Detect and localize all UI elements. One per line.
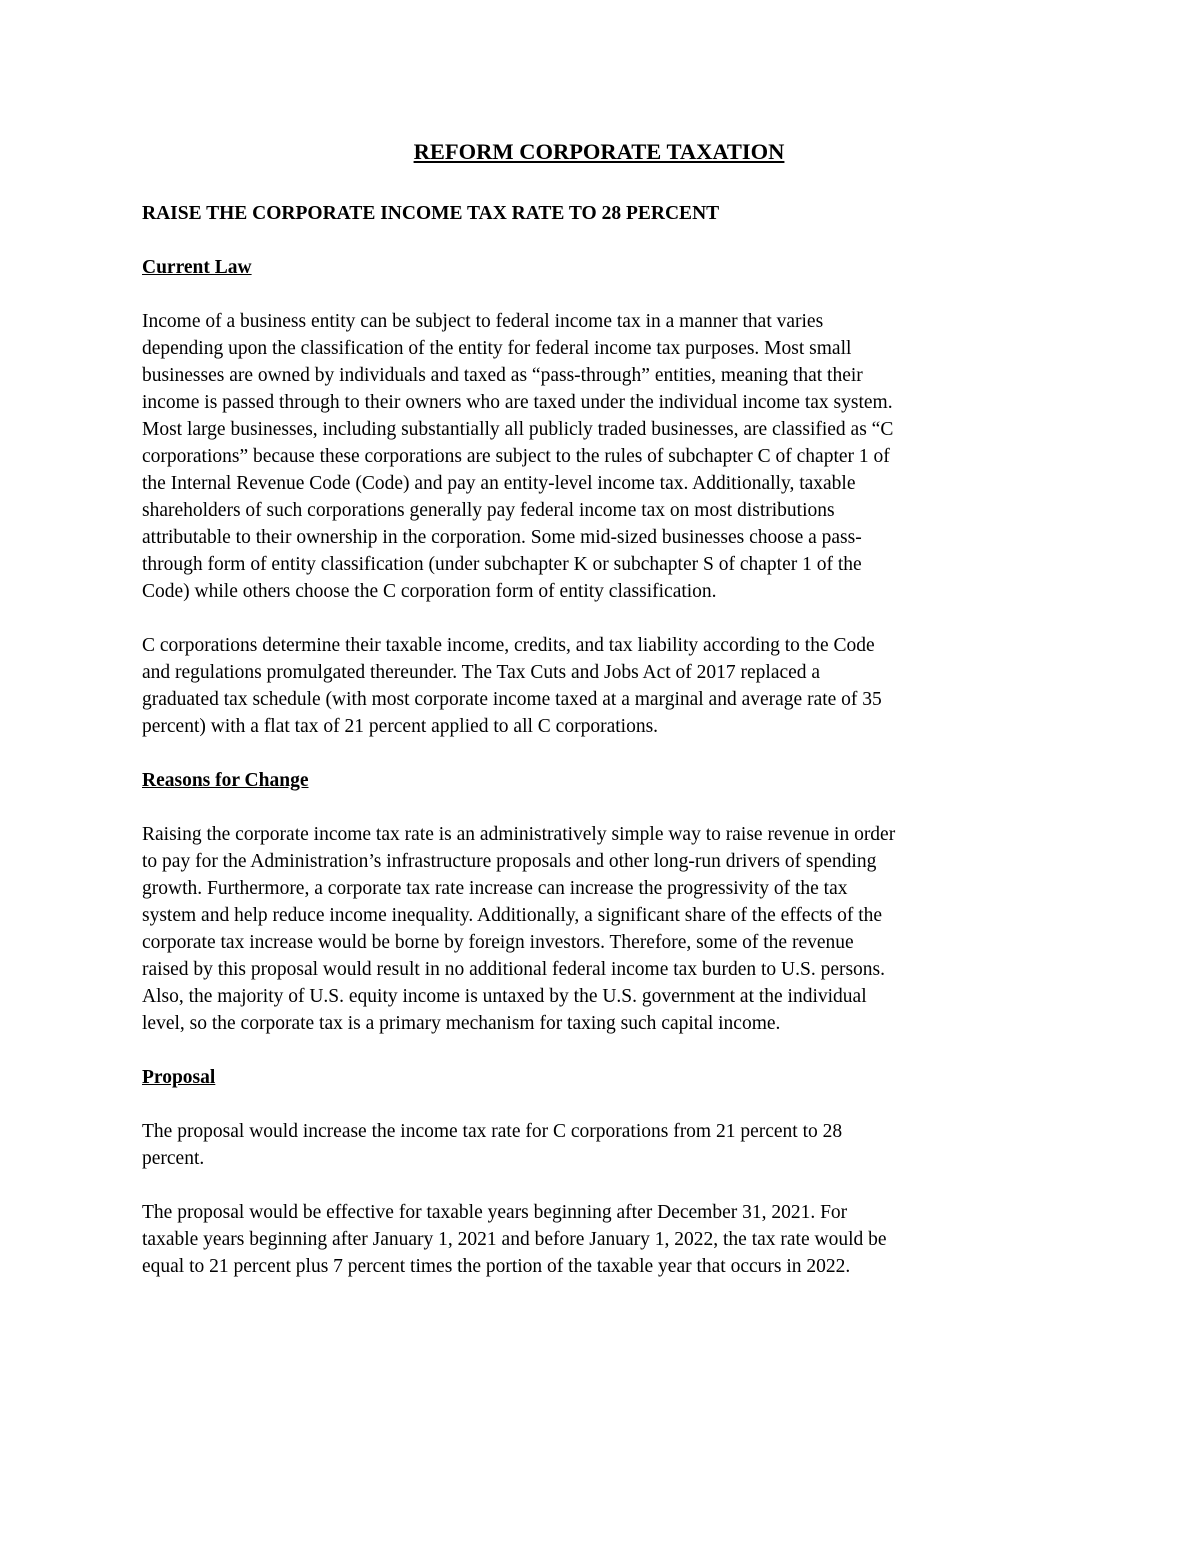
section-heading-0: Current Law [142, 257, 252, 278]
section-0-paragraph-1 [142, 632, 1062, 740]
paragraph-line: graduated tax schedule (with most corporate income taxed at a marginal and average rate of 35 [142, 689, 882, 710]
document-subtitle: RAISE THE CORPORATE INCOME TAX RATE TO 28 PERCENT [142, 203, 720, 224]
paragraph-line: shareholders of such corporations generally pay federal income tax on most distributions [142, 500, 835, 521]
section-2-paragraph-1 [142, 1199, 1062, 1280]
paragraph-line: C corporations determine their taxable income, credits, and tax liability according to the Code [142, 635, 875, 656]
paragraph-line: depending upon the classification of the entity for federal income tax purposes. Most small [142, 338, 852, 359]
paragraph-line: Raising the corporate income tax rate is an administratively simple way to raise revenue in order [142, 824, 896, 845]
paragraph-line: raised by this proposal would result in no additional federal income tax burden to U.S. persons. [142, 959, 886, 980]
paragraph-line: The proposal would increase the income tax rate for C corporations from 21 percent to 28 [142, 1121, 843, 1142]
paragraph-line: corporations” because these corporations are subject to the rules of subchapter C of chapter 1 of [142, 446, 890, 467]
paragraph-line: equal to 21 percent plus 7 percent times the portion of the taxable year that occurs in 2022. [142, 1256, 851, 1277]
paragraph-line: Most large businesses, including substantially all publicly traded businesses, are classified as “C [142, 419, 894, 440]
paragraph-line: income is passed through to their owners who are taxed under the individual income tax system. [142, 392, 893, 413]
paragraph-line: percent. [142, 1148, 205, 1169]
document-title: REFORM CORPORATE TAXATION [413, 139, 785, 164]
paragraph-line: growth. Furthermore, a corporate tax rate increase can increase the progressivity of the tax [142, 878, 848, 899]
paragraph-line: Income of a business entity can be subject to federal income tax in a manner that varies [142, 311, 824, 332]
paragraph-line: through form of entity classification (under subchapter K or subchapter S of chapter 1 of the [142, 554, 862, 575]
paragraph-line: businesses are owned by individuals and taxed as “pass-through” entities, meaning that their [142, 365, 863, 386]
paragraph-line: attributable to their ownership in the corporation. Some mid-sized businesses choose a pass- [142, 527, 862, 548]
paragraph-line: and regulations promulgated thereunder. The Tax Cuts and Jobs Act of 2017 replaced a [142, 662, 821, 683]
paragraph-line: percent) with a flat tax of 21 percent applied to all C corporations. [142, 716, 659, 737]
paragraph-line: the Internal Revenue Code (Code) and pay an entity-level income tax. Additionally, taxable [142, 473, 856, 494]
paragraph-line: system and help reduce income inequality. Additionally, a significant share of the effects of the [142, 905, 883, 926]
document-sections [142, 254, 1062, 1280]
section-2-paragraph-0 [142, 1118, 1062, 1172]
section-1-paragraph-0 [142, 821, 1062, 1037]
paragraph-line: to pay for the Administration’s infrastructure proposals and other long-run drivers of spending [142, 851, 877, 872]
document-body [142, 138, 1062, 1280]
paragraph-line: Code) while others choose the C corporation form of entity classification. [142, 581, 717, 602]
paragraph-line: The proposal would be effective for taxable years beginning after December 31, 2021. For [142, 1202, 848, 1223]
paragraph-line: corporate tax increase would be borne by foreign investors. Therefore, some of the revenue [142, 932, 854, 953]
paragraph-line: level, so the corporate tax is a primary mechanism for taxing such capital income. [142, 1013, 781, 1034]
paragraph-line: Also, the majority of U.S. equity income is untaxed by the U.S. government at the individual [142, 986, 867, 1007]
section-0-paragraph-0 [142, 308, 1062, 605]
section-heading-1: Reasons for Change [142, 770, 309, 791]
section-heading-2: Proposal [142, 1067, 216, 1088]
paragraph-line: taxable years beginning after January 1, 2021 and before January 1, 2022, the tax rate would be [142, 1229, 887, 1250]
